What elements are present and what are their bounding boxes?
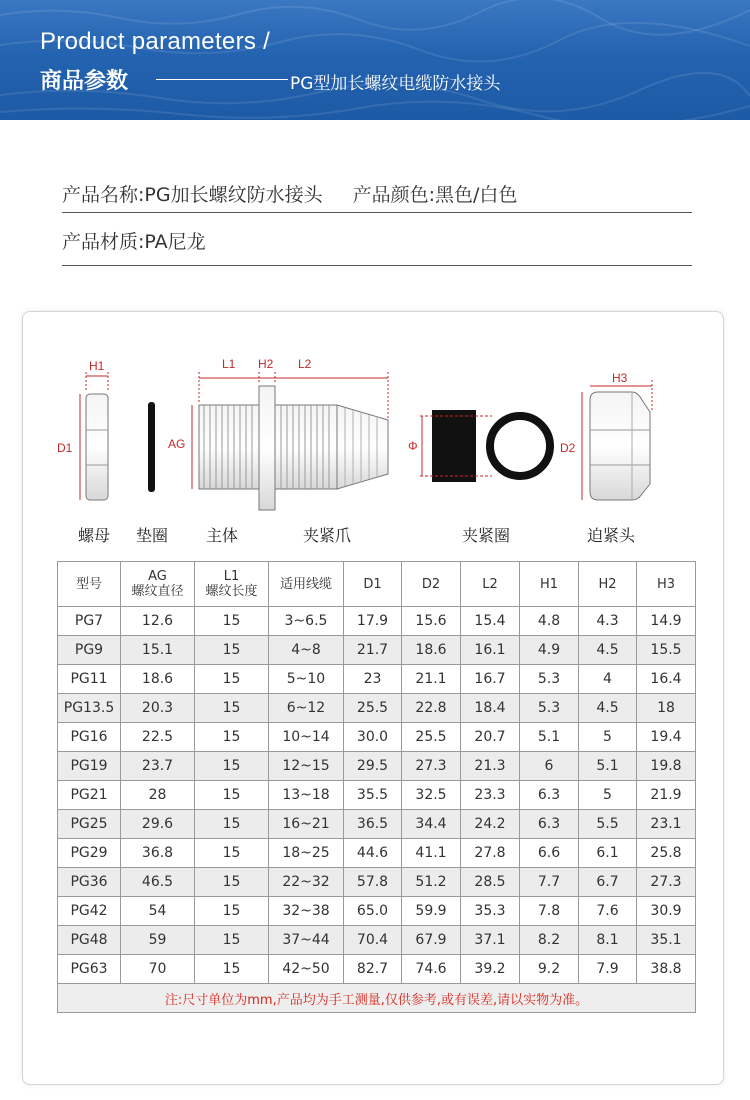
table-cell: 7.9 — [579, 955, 637, 984]
table-cell: 4.5 — [579, 636, 637, 665]
table-cell: 19.8 — [637, 752, 696, 781]
table-cell: 15 — [195, 926, 269, 955]
table-cell: 4.3 — [579, 607, 637, 636]
column-header — [344, 562, 402, 607]
measurement-note: 注:尺寸单位为mm,产品均为手工测量,仅供参考,或有误差,请以实物为准。 — [58, 984, 696, 1013]
table-cell: 35.1 — [637, 926, 696, 955]
table-row — [58, 868, 696, 897]
table-row — [58, 926, 696, 955]
dim-label-h1: H1 — [89, 359, 105, 373]
table-cell: 4.5 — [579, 694, 637, 723]
body-shape — [199, 386, 388, 510]
table-cell: 13~18 — [269, 781, 344, 810]
table-cell: 15.1 — [121, 636, 195, 665]
table-cell: 5.1 — [579, 752, 637, 781]
table-cell: 30.0 — [344, 723, 402, 752]
table-cell: 36.5 — [344, 810, 402, 839]
title-english: Product parameters / — [40, 28, 271, 55]
title-divider — [156, 79, 288, 80]
table-cell: 15 — [195, 665, 269, 694]
column-header — [520, 562, 579, 607]
table-cell: PG19 — [58, 752, 121, 781]
table-cell: 35.3 — [461, 897, 520, 926]
table-cell: 28.5 — [461, 868, 520, 897]
table-cell: 15 — [195, 636, 269, 665]
table-cell: 18~25 — [269, 839, 344, 868]
column-header-label: 适用线缆 — [279, 576, 332, 592]
title-chinese: 商品参数 — [40, 69, 129, 94]
table-cell: 6 — [520, 752, 579, 781]
table-cell: 41.1 — [402, 839, 461, 868]
table-cell: 20.7 — [461, 723, 520, 752]
table-cell: 12~15 — [269, 752, 344, 781]
column-header-label: L1 — [223, 569, 240, 584]
table-cell: 32.5 — [402, 781, 461, 810]
table-cell: 14.9 — [637, 607, 696, 636]
table-cell: 23.1 — [637, 810, 696, 839]
table-note-row — [58, 984, 696, 1013]
table-cell: 6~12 — [269, 694, 344, 723]
table-cell: 16.7 — [461, 665, 520, 694]
info-row-name-color — [62, 180, 692, 207]
table-cell: 16.1 — [461, 636, 520, 665]
table-cell: 74.6 — [402, 955, 461, 984]
table-cell: 9.2 — [520, 955, 579, 984]
table-cell: 29.6 — [121, 810, 195, 839]
part-label-washer: 垫圈 — [136, 526, 169, 545]
table-cell: PG11 — [58, 665, 121, 694]
column-header-label: L2 — [482, 576, 498, 592]
table-row — [58, 752, 696, 781]
table-cell: 5~10 — [269, 665, 344, 694]
table-cell: 5.3 — [520, 694, 579, 723]
table-cell: 27.3 — [637, 868, 696, 897]
column-header-label: H1 — [539, 576, 559, 592]
part-label-clamp-ring: 夹紧圈 — [462, 526, 511, 545]
table-cell: 15 — [195, 839, 269, 868]
table-cell: 18.4 — [461, 694, 520, 723]
part-label-clamp-claw: 夹紧爪 — [303, 526, 352, 545]
product-material-value: PA尼龙 — [144, 231, 206, 253]
table-cell: 8.2 — [520, 926, 579, 955]
column-header — [58, 562, 121, 607]
table-cell: 6.6 — [520, 839, 579, 868]
column-header-label: H3 — [656, 576, 676, 592]
product-color-value: 黑色/白色 — [435, 184, 518, 206]
table-cell: 4.8 — [520, 607, 579, 636]
dim-label-l1: L1 — [222, 357, 236, 371]
table-cell: 59.9 — [402, 897, 461, 926]
table-cell: PG16 — [58, 723, 121, 752]
table-cell: 17.9 — [344, 607, 402, 636]
info-row-material — [62, 227, 692, 254]
table-cell: 3~6.5 — [269, 607, 344, 636]
table-cell: 25.8 — [637, 839, 696, 868]
info-divider — [62, 265, 692, 266]
table-cell: 22~32 — [269, 868, 344, 897]
table-cell: PG42 — [58, 897, 121, 926]
o-ring-shape — [490, 416, 550, 476]
dim-label-d2: D2 — [560, 441, 576, 455]
table-cell: 37~44 — [269, 926, 344, 955]
table-cell: 38.8 — [637, 955, 696, 984]
table-cell: 21.9 — [637, 781, 696, 810]
table-cell: 5 — [579, 781, 637, 810]
table-cell: 15 — [195, 607, 269, 636]
nut-shape — [86, 394, 108, 500]
table-cell: PG21 — [58, 781, 121, 810]
table-cell: 42~50 — [269, 955, 344, 984]
water-texture — [0, 0, 750, 120]
column-header — [121, 562, 195, 607]
table-row — [58, 781, 696, 810]
table-cell: 27.8 — [461, 839, 520, 868]
table-row — [58, 810, 696, 839]
table-cell: 15 — [195, 810, 269, 839]
table-cell: 16.4 — [637, 665, 696, 694]
table-cell: 36.8 — [121, 839, 195, 868]
table-cell: 34.4 — [402, 810, 461, 839]
table-cell: 15.5 — [637, 636, 696, 665]
table-cell: 15 — [195, 781, 269, 810]
dim-label-h2: H2 — [258, 357, 274, 371]
table-cell: PG9 — [58, 636, 121, 665]
table-cell: 23.3 — [461, 781, 520, 810]
table-cell: 8.1 — [579, 926, 637, 955]
table-cell: PG7 — [58, 607, 121, 636]
column-header — [637, 562, 696, 607]
table-cell: PG29 — [58, 839, 121, 868]
table-cell: 70.4 — [344, 926, 402, 955]
product-material-label: 产品材质: — [62, 231, 145, 253]
table-cell: 19.4 — [637, 723, 696, 752]
table-cell: 4.9 — [520, 636, 579, 665]
table-cell: 37.1 — [461, 926, 520, 955]
table-cell: 23.7 — [121, 752, 195, 781]
table-cell: 59 — [121, 926, 195, 955]
column-header-label: AG — [148, 569, 167, 584]
table-row — [58, 897, 696, 926]
table-cell: 22.8 — [402, 694, 461, 723]
column-header — [579, 562, 637, 607]
cap-shape — [590, 392, 650, 500]
table-cell: 22.5 — [121, 723, 195, 752]
table-cell: 39.2 — [461, 955, 520, 984]
table-cell: 15 — [195, 897, 269, 926]
part-label-nut: 螺母 — [78, 526, 111, 545]
table-cell: 28 — [121, 781, 195, 810]
table-cell: PG48 — [58, 926, 121, 955]
table-cell: 32~38 — [269, 897, 344, 926]
table-cell: 21.1 — [402, 665, 461, 694]
dim-label-ag: AG — [168, 437, 186, 451]
table-cell: 23 — [344, 665, 402, 694]
table-cell: 70 — [121, 955, 195, 984]
table-cell: 54 — [121, 897, 195, 926]
table-cell: 24.2 — [461, 810, 520, 839]
table-cell: 4 — [579, 665, 637, 694]
table-cell: 12.6 — [121, 607, 195, 636]
clamp-ring-shape — [432, 410, 476, 482]
table-cell: 15.4 — [461, 607, 520, 636]
table-cell: 82.7 — [344, 955, 402, 984]
table-cell: 7.8 — [520, 897, 579, 926]
table-cell: 29.5 — [344, 752, 402, 781]
table-row — [58, 665, 696, 694]
table-cell: 5 — [579, 723, 637, 752]
table-cell: 18.6 — [402, 636, 461, 665]
table-cell: 7.7 — [520, 868, 579, 897]
dim-label-h3: H3 — [612, 371, 628, 385]
table-row — [58, 636, 696, 665]
column-header — [195, 562, 269, 607]
table-cell: 65.0 — [344, 897, 402, 926]
table-cell: 35.5 — [344, 781, 402, 810]
table-cell: 4~8 — [269, 636, 344, 665]
table-cell: 18 — [637, 694, 696, 723]
table-cell: 21.3 — [461, 752, 520, 781]
part-label-body: 主体 — [206, 526, 239, 545]
table-cell: 44.6 — [344, 839, 402, 868]
column-header — [461, 562, 520, 607]
table-cell: 67.9 — [402, 926, 461, 955]
table-cell: 18.6 — [121, 665, 195, 694]
table-cell: 15 — [195, 868, 269, 897]
table-cell: 25.5 — [344, 694, 402, 723]
table-row — [58, 723, 696, 752]
table-cell: 6.7 — [579, 868, 637, 897]
dim-label-phi: Φ — [408, 439, 418, 453]
table-cell: 15.6 — [402, 607, 461, 636]
table-row — [58, 839, 696, 868]
table-cell: 15 — [195, 955, 269, 984]
dim-label-l2: L2 — [298, 357, 312, 371]
table-cell: 15 — [195, 752, 269, 781]
product-name-label: 产品名称: — [62, 184, 145, 206]
table-row — [58, 955, 696, 984]
column-header — [402, 562, 461, 607]
column-header-sublabel: 螺纹长度 — [205, 584, 258, 599]
table-cell: 7.6 — [579, 897, 637, 926]
title-subtitle: PG型加长螺纹电缆防水接头 — [290, 74, 501, 94]
washer-shape — [148, 402, 155, 492]
product-color-label: 产品颜色: — [352, 184, 435, 206]
table-cell: 10~14 — [269, 723, 344, 752]
table-cell: 15 — [195, 723, 269, 752]
table-cell: PG13.5 — [58, 694, 121, 723]
info-divider — [62, 212, 692, 213]
table-cell: 27.3 — [402, 752, 461, 781]
table-cell: PG63 — [58, 955, 121, 984]
table-cell: 6.3 — [520, 810, 579, 839]
column-header-sublabel: 螺纹直径 — [131, 584, 184, 599]
table-cell: 20.3 — [121, 694, 195, 723]
table-row — [58, 607, 696, 636]
table-cell: 46.5 — [121, 868, 195, 897]
table-row — [58, 694, 696, 723]
table-cell: 6.1 — [579, 839, 637, 868]
column-header-label: D1 — [363, 576, 382, 592]
table-cell: 21.7 — [344, 636, 402, 665]
table-cell: 51.2 — [402, 868, 461, 897]
column-header-label: D2 — [421, 576, 441, 592]
table-header-row — [58, 562, 696, 607]
table-cell: 30.9 — [637, 897, 696, 926]
table-cell: 5.3 — [520, 665, 579, 694]
table-cell: PG25 — [58, 810, 121, 839]
table-cell: 15 — [195, 694, 269, 723]
table-cell: 25.5 — [402, 723, 461, 752]
table-cell: 6.3 — [520, 781, 579, 810]
header-banner — [0, 0, 750, 120]
table-cell: PG36 — [58, 868, 121, 897]
table-cell: 5.1 — [520, 723, 579, 752]
part-label-cap: 迫紧头 — [587, 526, 636, 545]
column-header-label: 型号 — [75, 576, 102, 592]
table-cell: 16~21 — [269, 810, 344, 839]
table-cell: 57.8 — [344, 868, 402, 897]
dim-label-d1: D1 — [57, 441, 73, 455]
spec-table — [57, 561, 696, 1013]
product-name-value: PG加长螺纹防水接头 — [144, 184, 323, 206]
column-header — [269, 562, 344, 607]
table-cell: 5.5 — [579, 810, 637, 839]
column-header-label: H2 — [598, 576, 617, 592]
